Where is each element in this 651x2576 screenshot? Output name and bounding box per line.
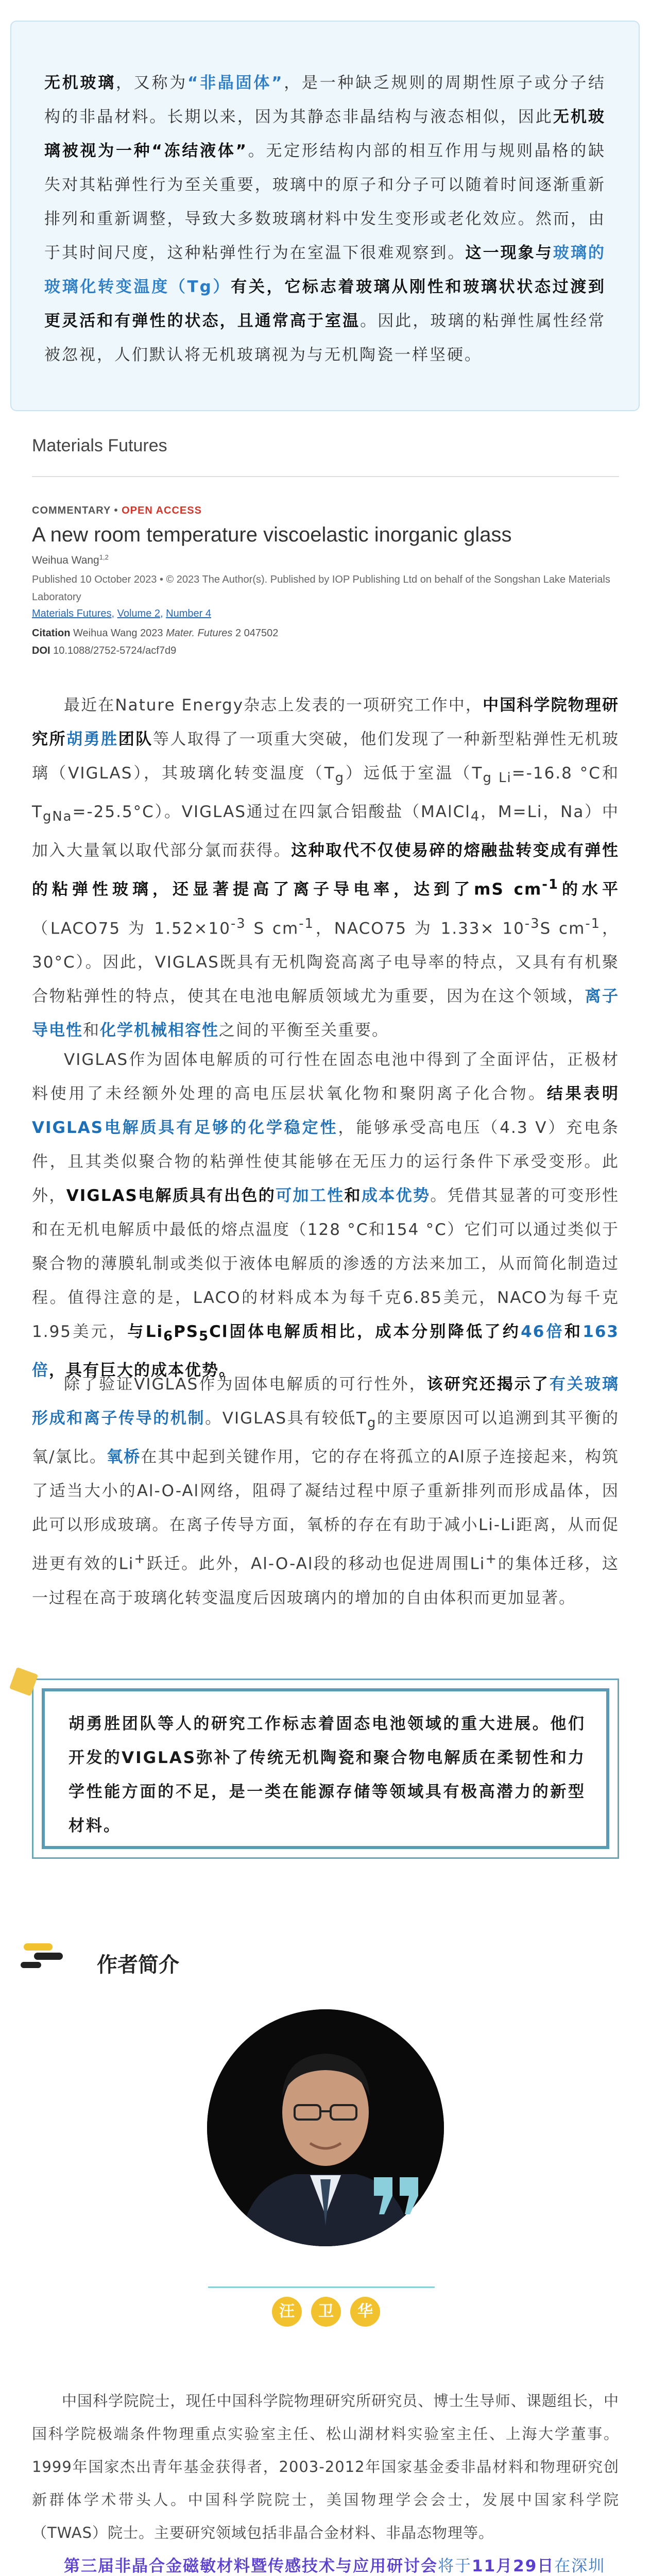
- name-underline: [208, 2286, 435, 2288]
- highlight-text: 胡勇胜团队等人的研究工作标志着固态电池领域的重大进展。他们开发的VIGLAS弥补了传统无机陶瓷和聚合物电解质在柔韧性和力学性能方面的不足，是一类在能源存储等领域具有极高潜力的新型材料。: [45, 1691, 606, 1846]
- section-marker-icon: [19, 1941, 68, 1970]
- journal-name[interactable]: Materials Futures: [32, 436, 167, 455]
- text: ，NACO75 为 1.33× 10: [314, 919, 525, 938]
- emphasis: 这种取代不仅使易碎的熔融盐转变成有弹性的粘弹性玻璃，还显著提高了离子导电率，达到了mS cm: [32, 841, 620, 899]
- published-info: Published 10 October 2023 • © 2023 The Author(s). Published by IOP Publishing Ltd on behalf of the Songshan Lake Materials Laboratory: [32, 574, 610, 603]
- citation: [32, 628, 278, 639]
- intro-term: “非晶固体”: [187, 74, 284, 92]
- quote-marks-icon: [372, 2175, 423, 2216]
- highlight: 46倍: [521, 1323, 564, 1341]
- intro-text: ，又称为: [116, 74, 187, 92]
- author-section-title: 作者简介: [97, 1953, 179, 1977]
- citation-text: Weihua Wang 2023: [70, 628, 166, 639]
- text: 将于: [438, 2557, 472, 2575]
- highlight: 可加工性: [276, 1187, 345, 1205]
- citation-journal: Mater. Futures: [166, 628, 233, 639]
- superscript: -1: [299, 916, 314, 931]
- intro-box: [10, 21, 640, 411]
- emphasis: VIGLAS电解质具有出色的: [66, 1187, 276, 1205]
- volume-link[interactable]: Volume 2: [117, 608, 161, 619]
- divider: [32, 476, 619, 477]
- highlight: 化学机械相容性: [100, 1021, 219, 1040]
- text: 除了验证VIGLAS作为固体电解质的可行性外，: [64, 1375, 427, 1394]
- subscript: 4: [470, 809, 481, 825]
- emphasis: 和: [564, 1323, 583, 1341]
- intro-text: 。因此，玻璃的粘弹性属性经常被忽视，人们默认将无机玻璃视为与无机陶瓷一样坚硬。: [44, 312, 606, 364]
- subscript: gNa: [42, 809, 73, 825]
- text: S cm: [540, 919, 586, 938]
- subscript: g: [335, 770, 345, 786]
- subscript: 5: [199, 1329, 210, 1345]
- emphasis: 团队: [118, 730, 153, 749]
- author-bio: 中国科学院院士，现任中国科学院物理研究所研究员、博士生导师、课题组长，中国科学院极端条件物理重点实验室主任、松山湖材料实验室主任、上海大学董事。1999年国家杰出青年基金获得者，2003-2012年国家基金委非晶材料和物理研究创新群体学术带头人。中国科学院院士，美国物理学会会士，发展中国家科学院（TWAS）院士。主要研究领域包括非晶合金材料、非晶态物理等。: [32, 2392, 619, 2541]
- conference-date: 11月29日: [472, 2557, 555, 2575]
- separator: •: [110, 505, 122, 516]
- citation-label: Citation: [32, 628, 71, 639]
- paragraph-3: [32, 1367, 619, 1615]
- intro-term: 玻璃的玻璃化转变温度（Tg）: [44, 244, 606, 296]
- text: S cm: [246, 919, 299, 938]
- open-access-badge: OPEN ACCESS: [122, 505, 202, 516]
- text: 。VIGLAS具有较低T: [205, 1409, 367, 1428]
- author-name[interactable]: Weihua Wang: [32, 554, 99, 566]
- text: =-25.5°C）。VIGLAS通过在四氯合铝酸盐（MAlCl: [72, 803, 471, 822]
- highlight-box: [32, 1679, 619, 1859]
- highlight: 163倍: [32, 1323, 620, 1380]
- emphasis: 结果表明: [546, 1084, 620, 1103]
- emphasis: 的水平: [558, 880, 619, 899]
- text: VIGLAS作为固体电解质的可行性在固态电池中得到了全面评估，正极材料使用了未经额外处理的高电压层状氧化物和聚阴离子化合物。: [32, 1050, 619, 1103]
- text: 和: [83, 1021, 100, 1040]
- highlight: 离子导电性: [32, 987, 619, 1040]
- emphasis: Cl固体电解质相比，成本分别降低了约: [209, 1323, 521, 1341]
- emphasis: PS: [174, 1323, 199, 1341]
- name-char: 华: [350, 2297, 380, 2327]
- doi-label: DOI: [32, 645, 50, 656]
- name-char: 汪: [272, 2297, 302, 2327]
- text: 在深圳: [554, 2557, 606, 2575]
- conference-name[interactable]: 第三届非晶合金磁敏材料暨传感技术与应用研讨会: [64, 2557, 438, 2575]
- superscript: +: [134, 1551, 147, 1567]
- text: 等人取得了一项重大突破，他们发现了一种新型粘弹性无机玻璃（VIGLAS），其玻璃化转变温度（T: [32, 730, 620, 783]
- type-label: COMMENTARY: [32, 505, 111, 516]
- breadcrumb: Materials Futures, Volume 2, Number 4: [32, 608, 211, 619]
- author-affil: 1,2: [99, 553, 109, 561]
- highlight: 氧桥: [107, 1448, 141, 1467]
- citation-tail: 2 047502: [232, 628, 279, 639]
- highlight: VIGLAS电解质具有足够的化学稳定性: [32, 1118, 338, 1137]
- intro-emphasis: 无机玻璃被视为一种“冻结液体”: [44, 108, 606, 160]
- text: 之间的平衡至关重要。: [219, 1021, 389, 1040]
- intro-emphasis: 有关，: [231, 278, 285, 296]
- emphasis: 该研究还揭示了: [426, 1375, 550, 1394]
- paragraph-2: [32, 1043, 619, 1387]
- highlight: 有关玻璃形成和离子传导的机制: [32, 1375, 619, 1428]
- text: 的集体迁移，这一过程在高于玻璃化转变温度后因玻璃内的增加的自由体积而更加显著。: [32, 1554, 619, 1607]
- intro-emphasis: 这一现象与: [465, 244, 553, 262]
- name-char: 卫: [311, 2297, 341, 2327]
- emphasis: 和: [344, 1187, 362, 1205]
- author-name-badges: [272, 2297, 389, 2327]
- intro-emphasis: 它标志着玻璃从刚性和玻璃状状态过渡到更灵活和有弹性的状态，且通常高于室温: [44, 278, 606, 330]
- paper-title[interactable]: A new room temperature viscoelastic inorganic glass: [32, 523, 512, 546]
- text: =-16.8 °C和T: [32, 764, 620, 822]
- highlight: 成本优势: [361, 1187, 431, 1205]
- superscript: -1: [542, 877, 559, 893]
- emphasis: 中国科学院物理研究所: [32, 696, 619, 749]
- text: ）远低于室温（T: [344, 764, 483, 783]
- conference-note: [32, 2549, 619, 2576]
- text: 跃迁。此外，Al-O-Al段的移动也促进周围Li: [146, 1554, 486, 1573]
- subscript: g Li: [483, 770, 512, 786]
- issue-link[interactable]: Number 4: [166, 608, 211, 619]
- text: 的主要原因可以追溯到其平衡的氧/氯比。: [32, 1409, 619, 1467]
- text: ，M=Li，Na）中加入大量氧以取代部分氯而获得。: [32, 803, 620, 860]
- intro-text: ，是一种缺乏规则的周期性原子或分子结构的非晶材料。长期以来，因为其静态非晶结构与液态相似，因此: [44, 74, 606, 126]
- paragraph-1: [32, 688, 619, 1047]
- emphasis: ，具有巨大的成本优势。: [49, 1361, 236, 1380]
- emphasis: 与Li: [127, 1323, 164, 1341]
- highlight: 胡勇胜: [66, 730, 118, 749]
- superscript: -1: [585, 916, 601, 931]
- paper-author[interactable]: [32, 553, 109, 567]
- intro-text: 。无定形结构内部的相互作用与规则晶格的缺失对其粘弹性行为至关重要，玻璃中的原子和分子可以随着时间逐渐重新排列和重新调整，导致大多数玻璃材料中发生变形或老化效应。然而，由于其时间尺度，这种粘弹性行为在室温下很难观察到。: [44, 142, 606, 262]
- text: 在其中起到关键作用，它的存在将孤立的Al原子连接起来，构筑了适当大小的Al-O-Al网络，阻碍了凝结过程中原子重新排列而形成晶体，因此可以形成玻璃。在离子传导方面，氧桥的存在有助于减小Li-Li距离，从而促进更有效的Li: [32, 1448, 619, 1573]
- article-type: [32, 505, 202, 517]
- superscript: -3: [230, 916, 246, 931]
- text: ，30°C）。因此，VIGLAS既具有无机陶瓷高离子电导率的特点，又具有有机聚合物粘弹性的特点，使其在电池电解质领域尤为重要，因为在这个领域，: [32, 919, 619, 1006]
- doi-value[interactable]: 10.1088/2752-5724/acf7d9: [50, 645, 177, 656]
- text: 。凭借其显著的可变形性和在无机电解质中最低的熔点温度（128 °C和154 °C）它们可以通过类似于聚合物的薄膜轧制或类似于液体电解质的渗透的方法来加工，从而简化制造过程。值得注意的是，LACO的材料成本为每千克6.85美元，NACO为每千克1.95美元，: [32, 1187, 620, 1341]
- journal-link[interactable]: Materials Futures: [32, 608, 112, 619]
- doi: [32, 645, 176, 657]
- subscript: g: [367, 1415, 377, 1431]
- text: （LACO75 为 1.52×10: [32, 919, 231, 938]
- superscript: +: [485, 1551, 498, 1567]
- intro-lead: 无机玻璃: [44, 74, 116, 92]
- subscript: 6: [163, 1329, 174, 1345]
- text: ，能够承受高电压（4.3 V）充电条件，且其类似聚合物的粘弹性使其能够在无压力的运行条件下承受变形。此外，: [32, 1118, 619, 1205]
- text: 最近在Nature Energy杂志上发表的一项研究工作中，: [64, 696, 483, 715]
- superscript: -3: [524, 916, 540, 931]
